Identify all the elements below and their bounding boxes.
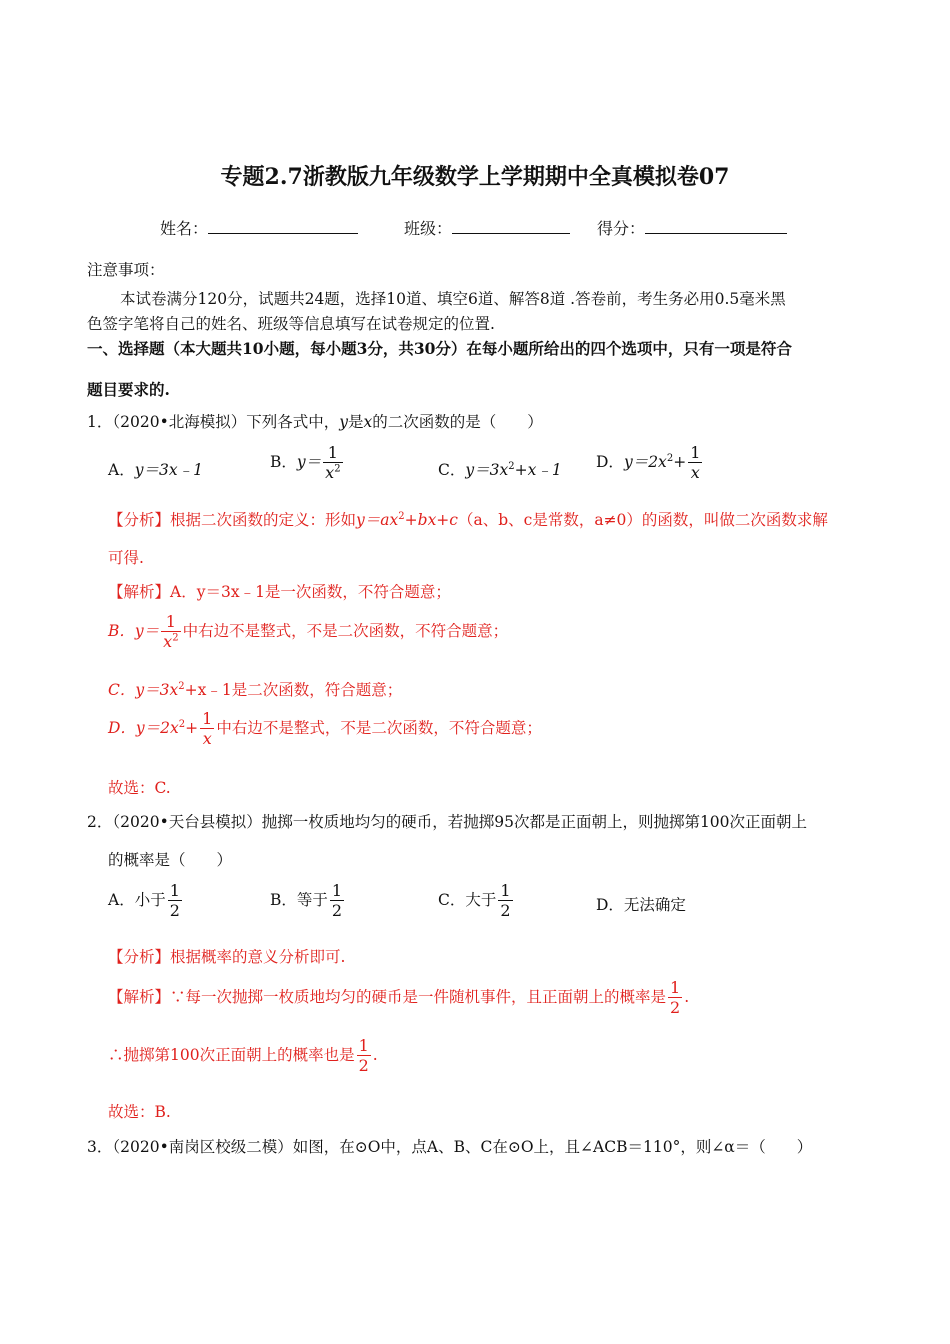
q2-analysis-text: 根据概率的意义分析即可.: [170, 948, 346, 966]
fraction-numerator: 1: [670, 978, 681, 997]
q2-option-a: [108, 881, 184, 921]
fraction-denominator: 2: [358, 1056, 369, 1075]
class-field[interactable]: [404, 216, 570, 239]
name-blank[interactable]: [208, 232, 358, 234]
q2-solution-period-2: .: [372, 1046, 378, 1064]
q1-option-d-fraction: [688, 443, 702, 483]
q1-solution-d-exp: 2: [178, 718, 186, 730]
question-3-stem: [87, 1135, 812, 1157]
q1-solution-c-post: +x﹣1是二次函数，符合题意；: [184, 681, 403, 699]
q2-solution-period-1: .: [684, 988, 690, 1006]
q1-option-c-label: C．: [438, 461, 466, 479]
den-x: x: [163, 632, 173, 651]
q1-analysis-expr2: +bx+c: [404, 511, 458, 529]
q1-solution-c-exp: 2: [178, 680, 185, 692]
q1-var-y: y: [339, 413, 348, 431]
question-2-stem-line-2: 的概率是（ ）: [108, 851, 233, 869]
class-label: 班级：: [404, 219, 453, 238]
q2-option-c-text: C．大于: [438, 891, 497, 909]
q1-option-d-label: D．: [596, 453, 624, 471]
q1-option-b: [270, 443, 345, 483]
score-label: 得分：: [597, 219, 646, 238]
q1-source: （2020•北海模拟）: [112, 413, 247, 431]
q1-analysis-exp: 2: [398, 510, 405, 522]
q1-solution-c-pre: C．y＝3x: [108, 681, 179, 699]
q2-option-a-text: A．小于: [108, 891, 166, 909]
q2-solution-fraction-1: [668, 978, 682, 1018]
page-title: 专题2.7浙教版九年级数学上学期期中全真模拟卷07: [220, 164, 730, 190]
q1-solution-b-fraction: [161, 612, 180, 652]
q2-option-d: D．无法确定: [596, 896, 686, 914]
q1-solution-d: [108, 709, 542, 749]
q1-analysis-text1: 根据二次函数的定义：形如: [170, 511, 357, 529]
q1-text: 下列各式中，: [246, 413, 340, 431]
q1-solution-b-pre: B．y＝: [108, 622, 160, 640]
q1-solution-b-post: 中右边不是整式，不是二次函数，不符合题意；: [182, 622, 509, 640]
q1-option-c-expr-post: +x﹣1: [514, 461, 562, 479]
den-exp: 2: [334, 463, 341, 475]
q1-option-d-exp: 2: [666, 452, 674, 464]
fraction-numerator: 1: [161, 612, 180, 632]
q1-analysis-line-2: 可得.: [108, 549, 144, 567]
question-1-stem: [87, 410, 543, 432]
notice-heading: 注意事项：: [87, 261, 165, 279]
q1-text2: 是: [348, 413, 364, 431]
class-blank[interactable]: [452, 232, 570, 234]
q2-solution-text-1: ∵每一次抛掷一枚质地均匀的硬币是一件随机事件，且正面朝上的概率是: [170, 988, 667, 1006]
den-x: x: [690, 463, 700, 482]
q1-option-a-expr: y＝3x﹣1: [134, 461, 203, 479]
q1-solution-b: [108, 612, 508, 652]
q2-solution-text-2: ∴抛掷第100次正面朝上的概率也是: [108, 1046, 355, 1064]
notice-line-1: 本试卷满分120分，试题共24题，选择10道、填空6道、解答8道 .答卷前，考生务必用0.5毫米黑: [120, 290, 786, 308]
q1-solution-d-plus: +: [185, 719, 199, 737]
score-blank[interactable]: [645, 232, 787, 234]
den-x: x: [325, 463, 335, 482]
q1-option-a-label: A．: [108, 461, 135, 479]
q2-solution-line-2: [108, 1036, 378, 1076]
q2-solution-line-1: [108, 978, 689, 1018]
fraction-denominator: [161, 632, 180, 652]
den-x: x: [202, 729, 212, 748]
question-2-stem-line-1: [87, 810, 807, 832]
q1-solution-d-pre: D．y＝2x: [108, 719, 179, 737]
q1-option-d: [596, 443, 704, 483]
q1-answer: 故选：C.: [108, 779, 171, 797]
fraction-numerator: 1: [690, 443, 701, 462]
q2-text1: 抛掷一枚质地均匀的硬币，若抛掷95次都是正面朝上，则抛掷第100次正面朝上: [261, 813, 808, 831]
q2-option-c: [438, 881, 515, 921]
fraction-numerator: 1: [323, 443, 342, 463]
q2-analysis-tag: 【分析】: [108, 948, 171, 966]
name-field[interactable]: [160, 216, 358, 239]
q2-number: 2．: [87, 813, 113, 831]
fraction-denominator: 2: [169, 901, 180, 920]
q2-answer: 故选：B.: [108, 1103, 171, 1121]
den-exp: 2: [172, 632, 179, 644]
q3-text: 如图，在⊙O中，点A、B、C在⊙O上，且∠ACB＝110°，则∠α＝（ ）: [292, 1138, 813, 1156]
q1-number: 1．: [87, 413, 113, 431]
q3-source: （2020•南岗区校级二模）: [112, 1138, 293, 1156]
q1-option-c: [438, 458, 562, 480]
q2-option-a-fraction: [168, 881, 182, 921]
q1-analysis-text2: （a、b、c是常数，a≠0）的函数，叫做二次函数求解: [457, 511, 828, 529]
q1-analysis-tag: 【分析】: [108, 511, 171, 529]
q1-solution-tag: 【解析】: [108, 583, 171, 601]
q3-number: 3．: [87, 1138, 113, 1156]
fraction-denominator: [688, 463, 702, 483]
q2-solution-fraction-2: [357, 1036, 371, 1076]
q1-option-d-expr-pre: y＝2x: [623, 453, 667, 471]
q1-option-b-lhs: y＝: [296, 453, 322, 471]
q1-solution-a: [108, 580, 451, 602]
fraction-denominator: 2: [670, 998, 681, 1017]
q1-var-x: x: [363, 413, 373, 431]
q1-option-c-expr-pre: y＝3x: [465, 461, 509, 479]
fraction-denominator: [200, 729, 214, 749]
q1-text3: 的二次函数的是（ ）: [372, 413, 543, 431]
q1-option-c-exp: 2: [508, 460, 515, 472]
fraction-numerator: 1: [358, 1036, 369, 1055]
notice-line-2: 色签字笔将自己的姓名、班级等信息填写在试卷规定的位置.: [87, 315, 495, 333]
fraction-denominator: 2: [500, 901, 511, 920]
q1-analysis: [108, 508, 828, 530]
q1-solution-a-text: A．y＝3x﹣1是一次函数，不符合题意；: [170, 583, 451, 601]
score-field[interactable]: [597, 216, 787, 239]
q1-analysis-expr: y＝ax: [356, 511, 399, 529]
q1-option-b-fraction: [323, 443, 342, 483]
fraction-numerator: 1: [169, 881, 180, 900]
fraction-numerator: 1: [331, 881, 343, 900]
q2-source: （2020•天台县模拟）: [112, 813, 262, 831]
q2-analysis: [108, 945, 345, 967]
q2-option-c-fraction: [498, 881, 512, 921]
fraction-numerator: 1: [500, 881, 511, 900]
q2-option-b-text: B．等于: [270, 891, 328, 909]
q1-option-b-label: B．: [270, 453, 297, 471]
name-label: 姓名：: [160, 219, 209, 238]
q2-option-b-fraction: [330, 881, 344, 921]
q1-solution-d-fraction: [200, 709, 214, 749]
q1-option-d-plus: +: [673, 453, 687, 471]
fraction-denominator: 2: [331, 901, 343, 920]
section-heading-line-2: 题目要求的.: [87, 380, 170, 399]
section-heading-line-1: 一、选择题（本大题共10小题，每小题3分，共30分）在每小题所给出的四个选项中，只有一项是符合: [87, 339, 792, 358]
q2-option-b: [270, 881, 346, 921]
q2-solution-tag: 【解析】: [108, 988, 171, 1006]
q1-option-a: [108, 458, 203, 480]
q1-solution-d-post: 中右边不是整式，不是二次函数，不符合题意；: [216, 719, 542, 737]
q1-solution-c: [108, 678, 402, 700]
fraction-denominator: [323, 463, 342, 483]
fraction-numerator: 1: [202, 709, 213, 728]
